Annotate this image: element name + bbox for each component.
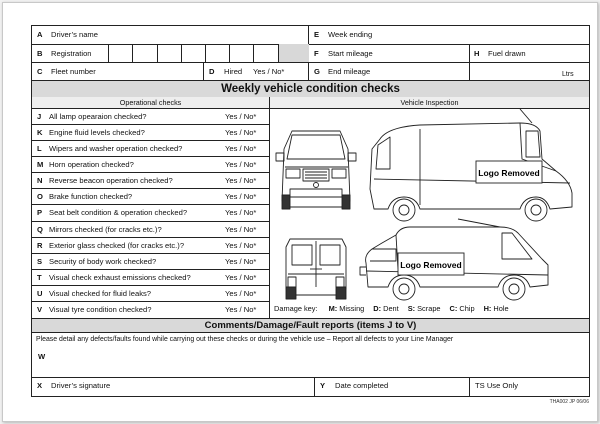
damage-key-code: M:	[328, 304, 338, 313]
letter-g: G	[314, 67, 320, 76]
start-mileage-label: Start mileage	[328, 49, 373, 58]
check-answer-yes-no[interactable]: Yes / No*	[225, 224, 257, 234]
damage-key-item	[408, 304, 441, 313]
check-row	[32, 205, 269, 221]
ts-use-only-label: TS Use Only	[475, 381, 519, 390]
damage-key-code: H:	[483, 304, 492, 313]
check-label: Brake function checked?	[49, 192, 133, 202]
damage-key-name: Chip	[459, 304, 475, 313]
drivers-name-field[interactable]	[122, 27, 305, 43]
check-letter: L	[37, 144, 42, 154]
damage-key-code: C:	[449, 304, 458, 313]
check-label: Seat belt condition & operation checked?	[49, 208, 188, 218]
damage-key-item	[484, 304, 509, 313]
hired-options[interactable]: Yes / No*	[253, 67, 285, 76]
check-label: Security of body work checked?	[49, 256, 157, 266]
check-answer-yes-no[interactable]: Yes / No*	[225, 128, 257, 138]
hired-label: Hired	[224, 67, 243, 76]
letter-c: C	[37, 67, 43, 76]
vehicle-inspection-diagrams	[270, 109, 589, 301]
van-front-view	[276, 131, 356, 209]
check-label: Horn operation checked?	[49, 160, 134, 170]
check-answer-yes-no[interactable]: Yes / No*	[225, 288, 257, 298]
check-label: Visual checked for fluid leaks?	[49, 288, 152, 298]
damage-key-label: Damage key:	[274, 304, 318, 313]
litres-unit: Ltrs	[562, 71, 574, 78]
check-row	[32, 302, 269, 318]
check-row	[32, 270, 269, 286]
check-answer-yes-no[interactable]: Yes / No*	[225, 256, 257, 266]
check-letter: R	[37, 240, 43, 250]
check-letter: T	[37, 272, 42, 282]
check-label: Mirrors checked (for cracks etc.)?	[49, 224, 162, 234]
check-row	[32, 189, 269, 205]
vehicle-check-form	[31, 25, 590, 397]
damage-key-code: S:	[407, 304, 416, 313]
check-row	[32, 254, 269, 270]
letter-x: X	[37, 381, 43, 390]
damage-key-name: Missing	[339, 304, 365, 313]
check-answer-yes-no[interactable]: Yes / No*	[225, 176, 257, 186]
operational-checks-heading: Operational checks	[32, 97, 269, 109]
damage-key-name: Dent	[383, 304, 399, 313]
comments-title: Comments/Damage/Fault reports (items J to V)	[32, 318, 589, 333]
check-row	[32, 157, 269, 173]
check-label: Engine fluid levels checked?	[49, 128, 145, 138]
check-label: Exterior glass checked (for cracks etc.)?	[49, 240, 185, 250]
check-row	[32, 286, 269, 302]
letter-a: A	[37, 30, 43, 39]
check-letter: V	[37, 304, 43, 314]
week-ending-field[interactable]	[382, 27, 582, 43]
check-label: Visual check exhaust emissions checked?	[49, 272, 191, 282]
damage-key-code: D:	[373, 304, 382, 313]
check-answer-yes-no[interactable]: Yes / No*	[225, 272, 257, 282]
operational-checks-list	[32, 109, 269, 318]
letter-b: B	[37, 49, 43, 58]
check-label: All lamp opearaion checked?	[49, 112, 147, 122]
letter-f: F	[314, 49, 319, 58]
logo-removed-top: Logo Removed	[478, 168, 540, 178]
check-answer-yes-no[interactable]: Yes / No*	[225, 240, 257, 250]
damage-key-name: Scrape	[417, 304, 441, 313]
damage-key-name: Hole	[493, 304, 509, 313]
drivers-signature-label: Driver’s signature	[51, 381, 111, 390]
check-letter: U	[37, 288, 43, 298]
check-answer-yes-no[interactable]: Yes / No*	[225, 192, 257, 202]
date-completed-field[interactable]	[402, 378, 466, 395]
check-letter: Q	[37, 224, 43, 234]
letter-d: D	[209, 67, 215, 76]
form-code: THA002 JP 06/06	[549, 399, 589, 405]
comments-instruction: Please detail any defects/faults found while carrying out these checks or during the vehicle use – Report all defects to your Line Manager	[36, 336, 454, 343]
check-label: Wipers and washer operation checked?	[49, 144, 183, 154]
check-answer-yes-no[interactable]: Yes / No*	[225, 160, 257, 170]
check-letter: S	[37, 256, 43, 266]
fleet-number-label: Fleet number	[51, 67, 96, 76]
vehicle-inspection-heading: Vehicle Inspection	[270, 97, 589, 109]
van-rear-view	[286, 239, 346, 299]
letter-h: H	[474, 49, 480, 58]
letter-y: Y	[320, 381, 326, 390]
check-letter: N	[37, 176, 43, 186]
drivers-signature-field[interactable]	[132, 378, 310, 395]
check-letter: J	[37, 112, 42, 122]
form-title: Weekly vehicle condition checks	[32, 80, 589, 98]
drivers-name-label: Driver’s name	[51, 30, 98, 39]
check-row	[32, 141, 269, 157]
check-label: Reverse beacon operation checked?	[49, 176, 173, 186]
check-letter: M	[37, 160, 44, 170]
damage-key-item	[450, 304, 475, 313]
check-answer-yes-no[interactable]: Yes / No*	[225, 144, 257, 154]
registration-label: Registration	[51, 49, 92, 58]
check-letter: O	[37, 192, 43, 202]
logo-removed-bottom: Logo Removed	[400, 260, 462, 270]
fuel-drawn-label: Fuel drawn	[488, 49, 526, 58]
comments-field[interactable]	[50, 346, 580, 374]
check-row	[32, 238, 269, 254]
end-mileage-label: End mileage	[328, 67, 371, 76]
check-answer-yes-no[interactable]: Yes / No*	[225, 112, 257, 122]
check-letter: P	[37, 208, 43, 218]
check-label: Visual tyre condition checked?	[49, 304, 152, 314]
check-letter: K	[37, 128, 43, 138]
week-ending-label: Week ending	[328, 30, 373, 39]
check-answer-yes-no[interactable]: Yes / No*	[225, 304, 257, 314]
check-row	[32, 222, 269, 238]
check-row	[32, 173, 269, 189]
damage-key	[274, 303, 586, 315]
damage-key-item	[329, 304, 365, 313]
date-completed-label: Date completed	[335, 381, 389, 390]
damage-key-item	[373, 304, 398, 313]
letter-w: W	[38, 352, 46, 361]
letter-e: E	[314, 30, 320, 39]
check-row	[32, 125, 269, 141]
check-answer-yes-no[interactable]: Yes / No*	[225, 208, 257, 218]
check-row	[32, 109, 269, 125]
form-sheet	[2, 2, 598, 422]
